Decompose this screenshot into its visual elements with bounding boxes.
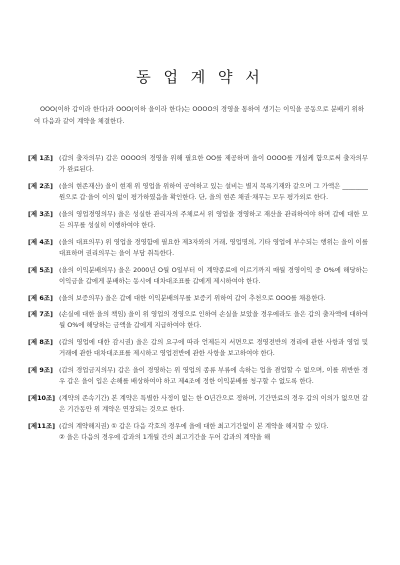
article-number: [제 2조] [28, 181, 53, 190]
article-text: (을의 대표의무) 위 영업을 경영함에 필요한 제3자와의 거래, 영업명의, 기타 영업에 부수되는 행위는 을이 이를 대표하며 권리의무는 을이 부담 취득한다. [59, 237, 368, 257]
article-9 [28, 365, 368, 387]
article-subclause: ② 을은 다음의 경우에 갑과의 1개월 간의 최고기간을 두어 갑과의 계약을 해 [59, 433, 271, 442]
article-5 [28, 265, 368, 287]
article-number: [제11조] [28, 421, 56, 430]
article-number: [제 3조] [28, 209, 53, 218]
article-number: [제10조] [28, 393, 56, 402]
articles-list [28, 153, 368, 449]
article-text: (갑의 출자의무) 갑은 OOOO의 경영을 위해 필요한 OO를 제공하며 을이 OOOO를 개설케 함으로써 출자의무가 완료된다. [59, 154, 368, 174]
article-text: (손실에 대한 을의 책임) 을이 위 영업의 경영으로 인하여 손실을 보았을 경우에라도 을은 갑의 출자액에 대하여 월 O%에 해당하는 금액을 갑에게 지급하여야 한다. [59, 310, 368, 330]
article-body [59, 421, 368, 443]
article-10 [28, 393, 368, 415]
article-6 [28, 293, 368, 304]
article-text: (갑의 계약해지권) ① 갑은 다음 각호의 경우에 을에 대한 최고기간없이 본 계약을 해지할 수 있다. [59, 421, 329, 430]
article-text: (을의 영업경영의무) 을은 성실한 관리자의 주체로서 위 영업을 경영하고 재산을 관리하여야 하며 갑에 대한 모든 의무를 성실히 이행하여야 한다. [59, 209, 368, 230]
article-number: [제 4조] [28, 237, 53, 246]
article-1 [28, 153, 368, 175]
article-text: (갑의 영업에 대한 감시권) 을은 갑의 요구에 따라 언제든지 서면으로 경영전반의 경리에 관한 사항과 영업 및 거래에 관한 대차대조표를 제시하고 영업전반에 관한 사항을 보고하여야 한다. [59, 338, 368, 358]
article-2 [28, 181, 368, 203]
intro-paragraph: OOO(이하 갑이라 한다)과 OOO(이하 을이라 한다)는 OOOO의 경영을 통하여 생기는 이익을 공동으로 분배키 위하여 다음과 같이 계약을 체결한다. [34, 105, 364, 125]
article-number: [제 1조] [28, 154, 53, 162]
article-8 [28, 337, 368, 359]
article-text: (을의 보증의무) 을은 갑에 대한 이익분배의무를 보증키 위하여 갑이 추천으로 OOO를 채용한다. [59, 293, 326, 302]
article-7 [28, 309, 368, 331]
article-text: (계약의 존속기간) 본 계약은 특별한 사정이 없는 한 O년간으로 정하며, 기간만료의 경우 갑의 이의가 없으면 갈은 기간동안 위 계약은 연장되는 것으로 한다. [59, 393, 368, 414]
article-number: [제 7조] [28, 310, 53, 319]
article-number: [제 9조] [28, 366, 53, 375]
article-number: [제 5조] [28, 265, 53, 274]
article-4 [28, 237, 368, 259]
article-3 [28, 209, 368, 231]
article-number: [제 8조] [28, 338, 53, 347]
article-text: (을의 현존재산) 을이 현재 위 영업을 위하여 공여하고 있는 설비는 별지 목록기재와 같으며 그 가액은 ________ 원으로 갑·을이 이의 없이 평가하였음을 확인한다. 단, 을의 현존 채권·채무는 모두 평가외로 한다. [59, 181, 368, 202]
article-text: (갑의 경업금지의무) 갑은 을이 경영하는 위 영업의 종류 부류에 속하는 업을 겸업할 수 없으며, 이를 위반한 경우 갑은 을이 입은 손해를 배상하여야 하고 제4조에 정한 이익분배를 청구할 수 없도록 한다. [59, 366, 368, 386]
article-number: [제 6조] [28, 293, 53, 302]
document-title: 동 업 계 약 서 [136, 68, 264, 86]
article-text: (을의 이익분배의무) 을은 2000년 O월 O일부터 이 계약종료에 이르기까지 매월 경영이익 중 O%에 해당하는 이익금을 갑에게 분배하는 동시에 대차대조표를 갑에게 제시하여야 한다. [59, 265, 368, 285]
article-11 [28, 421, 368, 443]
